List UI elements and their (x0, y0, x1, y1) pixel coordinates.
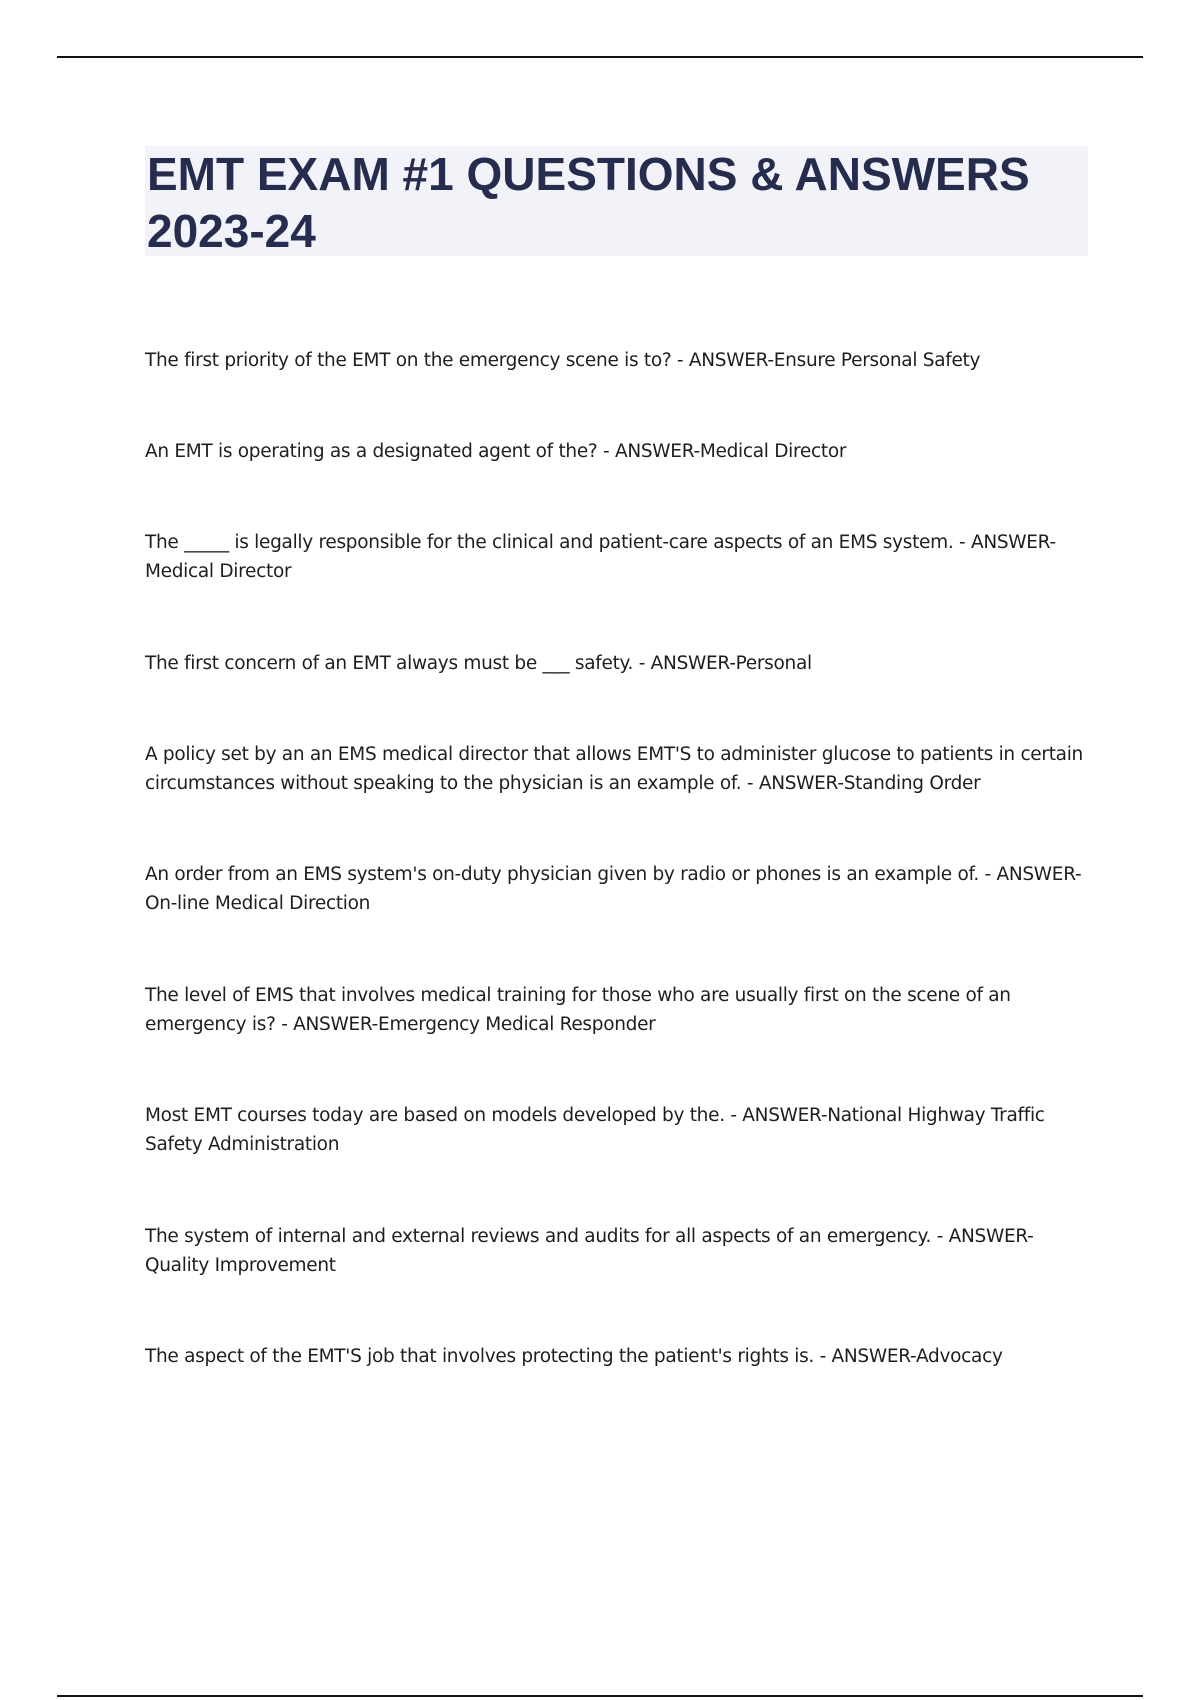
qa-item-6: An order from an EMS system's on-duty physician given by radio or phones is an example of. - ANSWER-On-line Medical Direction (145, 864, 1082, 914)
qa-item-2: An EMT is operating as a designated agent of the? - ANSWER-Medical Director (145, 441, 847, 462)
qa-item-9: The system of internal and external reviews and audits for all aspects of an emergency. - ANSWER-Quality Improvement (145, 1226, 1034, 1276)
qa-item-7: The level of EMS that involves medical training for those who are usually first on the scene of an emergency is? - ANSWER-Emergency Medical Responder (145, 985, 1011, 1035)
qa-item-3: The _____ is legally responsible for the clinical and patient-care aspects of an EMS system. - ANSWER-Medical Director (145, 532, 1056, 582)
qa-item-1: The first priority of the EMT on the emergency scene is to? - ANSWER-Ensure Personal Safety (145, 350, 981, 371)
bottom-rule (57, 1695, 1143, 1697)
qa-item-8: Most EMT courses today are based on models developed by the. - ANSWER-National Highway Traffic Safety Administration (145, 1105, 1045, 1155)
qa-item-10: The aspect of the EMT'S job that involves protecting the patient's rights is. - ANSWER-Advocacy (145, 1346, 1003, 1367)
top-rule (57, 56, 1143, 58)
qa-item-4: The first concern of an EMT always must be ___ safety. - ANSWER-Personal (145, 653, 812, 674)
document-title: EMT EXAM #1 QUESTIONS & ANSWERS 2023-24 (147, 148, 1030, 257)
title-block (145, 146, 1088, 256)
qa-item-5: A policy set by an an EMS medical director that allows EMT'S to administer glucose to patients in certain circumstances without speaking to the physician is an example of. - ANSWER-Standing Order (145, 744, 1083, 794)
